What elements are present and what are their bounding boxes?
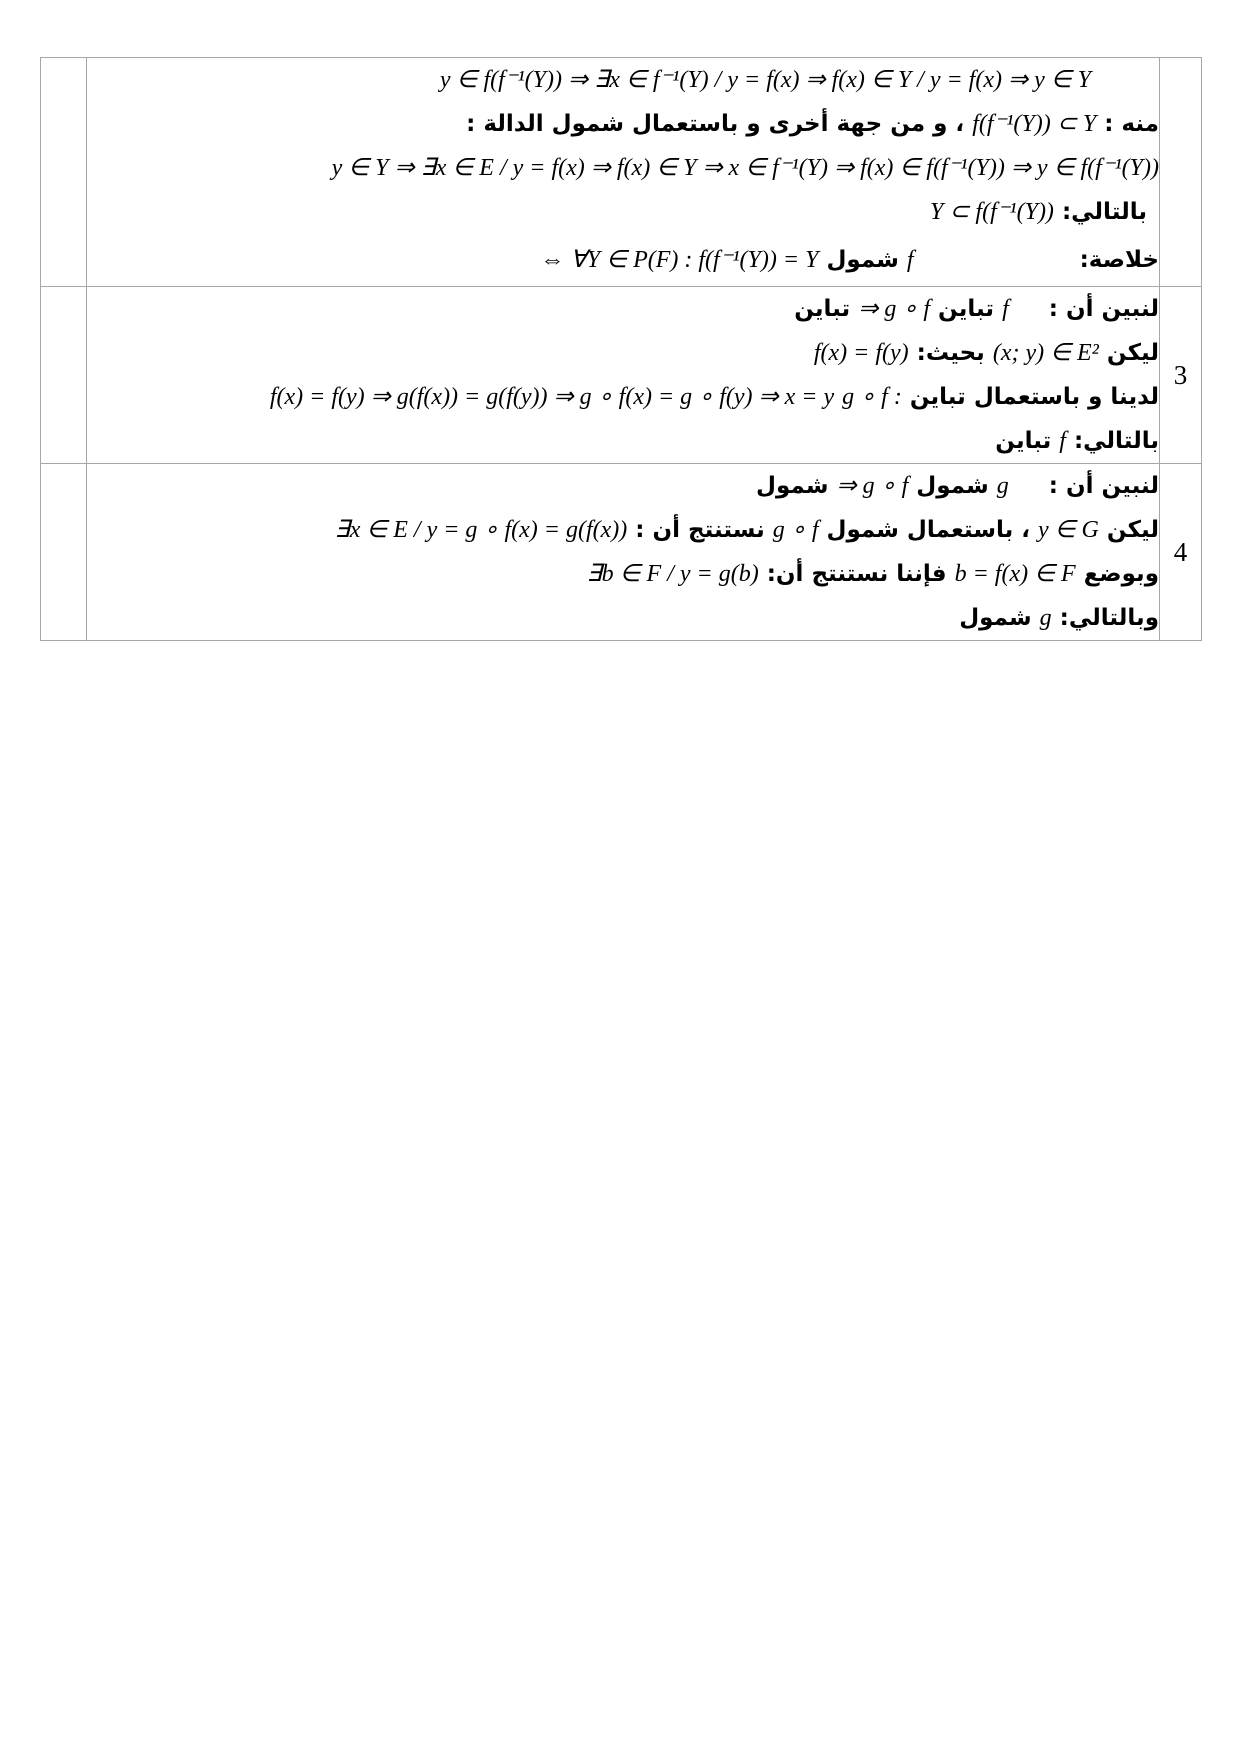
label-text: ، باستعمال شمول	[826, 517, 1030, 543]
math-expression: f	[1059, 428, 1066, 454]
table-cell-content	[87, 58, 1160, 287]
label-text: بالتالي:	[1061, 199, 1147, 225]
solution-table	[40, 57, 1202, 641]
label-text: ليكن	[1106, 517, 1159, 543]
math-expression: ⇔ ∀Y ∈ P(F) : f(f⁻¹(Y)) = Y	[540, 247, 819, 273]
math-expression: (x; y) ∈ E²	[992, 340, 1099, 366]
math-expression: g ∘ f	[772, 517, 819, 543]
label-text: شمول	[826, 247, 899, 273]
label-text: ليكن	[1106, 340, 1159, 366]
math-expression: ∃b ∈ F / y = g(b)	[586, 561, 759, 587]
label-text: شمول	[916, 473, 989, 499]
label-text: تباين	[995, 428, 1052, 454]
table-cell-blank	[41, 58, 87, 287]
table-cell-blank	[41, 287, 87, 464]
text-line	[87, 287, 1159, 331]
math-expression: y ∈ G	[1037, 517, 1099, 543]
math-expression: y ∈ f(f⁻¹(Y)) ⇒ ∃x ∈ f⁻¹(Y) / y = f(x) ⇒ f(x) ∈ Y / y = f(x) ⇒ y ∈ Y	[439, 67, 1091, 93]
math-expression: f(x) = f(y)	[813, 340, 909, 366]
text-line	[87, 419, 1159, 463]
table-cell-blank	[41, 464, 87, 641]
label-text: بحيث:	[916, 340, 985, 366]
math-expression: g	[996, 473, 1009, 499]
math-expression: b = f(x) ∈ F	[954, 561, 1076, 587]
math-expression: f(f⁻¹(Y)) ⊂ Y	[972, 111, 1097, 137]
label-text: لنبين أن :	[1048, 296, 1159, 322]
math-expression: ⇒ g ∘ f	[858, 296, 931, 322]
text-line	[87, 464, 1159, 508]
math-expression: f	[906, 247, 914, 273]
table-row	[41, 464, 1202, 641]
label-text: ، و من جهة أخرى و باستعمال شمول الدالة :	[466, 111, 965, 137]
label-text: وبالتالي:	[1059, 605, 1159, 631]
label-text: تباين	[794, 296, 851, 322]
label-text: لدينا و باستعمال تباين	[909, 384, 1159, 410]
table-row	[41, 58, 1202, 287]
math-expression: f	[1002, 296, 1009, 322]
equation-line	[87, 146, 1159, 190]
label-text: بالتالي:	[1073, 428, 1159, 454]
label-text: لنبين أن :	[1048, 473, 1159, 499]
row-number: 4	[1160, 464, 1202, 641]
text-line	[87, 190, 1159, 234]
math-expression: y ∈ Y ⇒ ∃x ∈ E / y = f(x) ⇒ f(x) ∈ Y ⇒ x ∈ f⁻¹(Y) ⇒ f(x) ∈ f(f⁻¹(Y)) ⇒ y ∈ f(f⁻¹(Y))	[331, 155, 1159, 181]
label-text: نستنتج أن :	[635, 517, 765, 543]
label-text: تباين	[938, 296, 995, 322]
math-expression: ⇒ g ∘ f	[836, 473, 909, 499]
row-number: 3	[1160, 287, 1202, 464]
table-row	[41, 287, 1202, 464]
text-line	[87, 102, 1159, 146]
text-line	[87, 375, 1159, 419]
label-text: شمول	[959, 605, 1032, 631]
text-line	[87, 508, 1159, 552]
math-expression: g ∘ f :	[842, 384, 902, 410]
math-expression: f(x) = f(y) ⇒ g(f(x)) = g(f(y)) ⇒ g ∘ f(x) = g ∘ f(y) ⇒ x = y	[269, 384, 835, 410]
label-text: خلاصة:	[1079, 247, 1159, 273]
text-line	[87, 596, 1159, 640]
table-cell-content	[87, 464, 1160, 641]
text-line	[87, 331, 1159, 375]
math-expression: ∃x ∈ E / y = g ∘ f(x) = g(f(x))	[334, 517, 628, 543]
conclusion-line	[87, 234, 1159, 286]
table-cell-content	[87, 287, 1160, 464]
text-line	[87, 552, 1159, 596]
label-text: منه :	[1104, 111, 1159, 137]
label-text: وبوضع	[1083, 561, 1159, 587]
label-text: شمول	[756, 473, 829, 499]
math-expression: g	[1039, 605, 1052, 631]
equation-line	[87, 58, 1159, 102]
label-text: فإننا نستنتج أن:	[766, 561, 947, 587]
row-number	[1160, 58, 1202, 287]
math-expression: Y ⊂ f(f⁻¹(Y))	[929, 199, 1054, 225]
